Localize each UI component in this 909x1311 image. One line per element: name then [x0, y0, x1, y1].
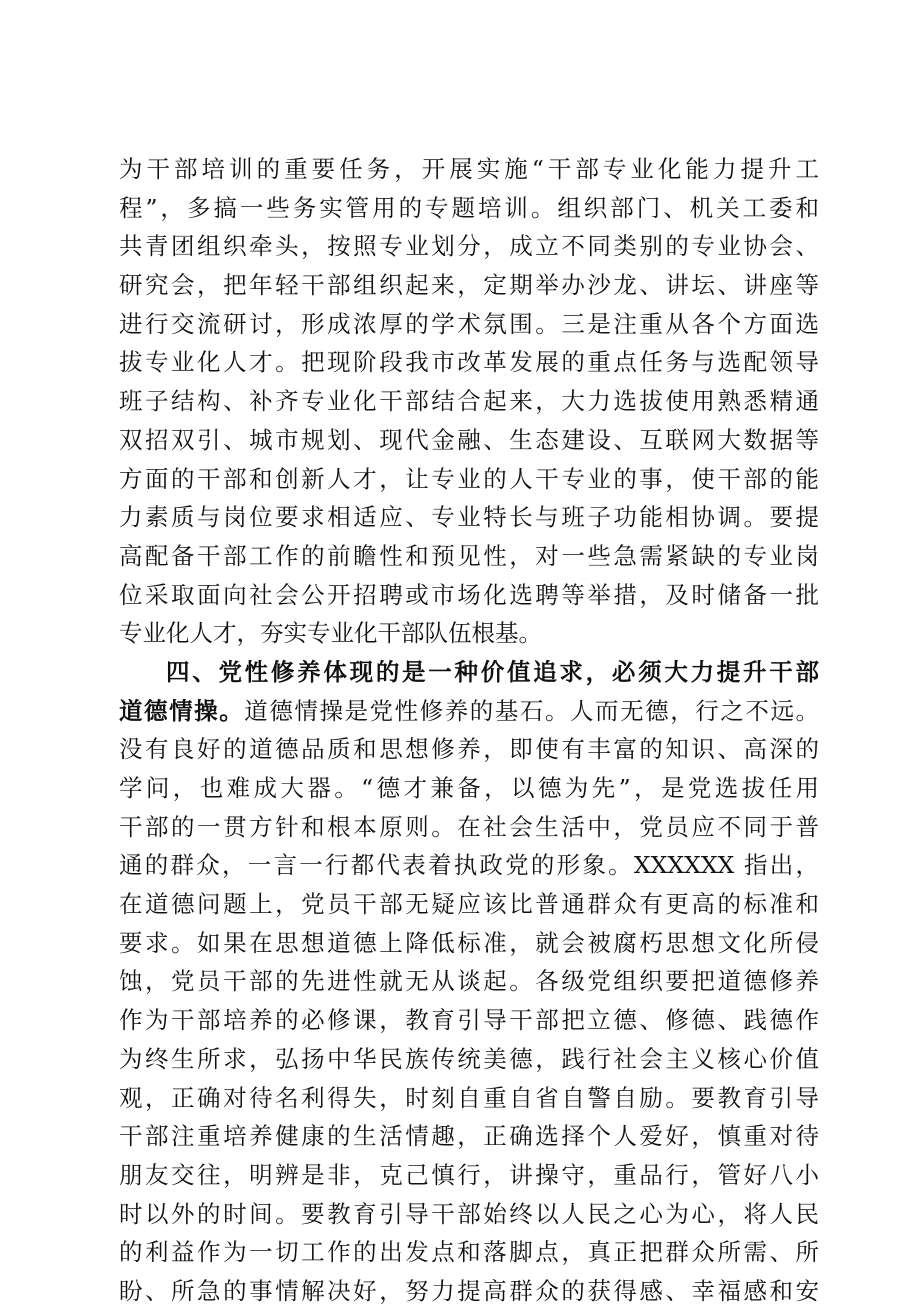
paragraph-line: 力素质与岗位要求相适应、专业特长与班子功能相协调。要提 — [119, 503, 819, 532]
paragraph-line: 进行交流研讨，形成浓厚的学术氛围。三是注重从各个方面选 — [119, 309, 819, 338]
paragraph-line: 专业化人才，夯实专业化干部队伍根基。 — [119, 619, 542, 648]
paragraph-line: 通的群众，一言一行都代表着执政党的形象。XXXXXX 指出， — [119, 851, 819, 880]
paragraph-text: 道德情操是党性修养的基石。人而无德，行之不远。 — [244, 696, 820, 725]
section-heading: 四、党性修养体现的是一种价值追求，必须大力提升干部 — [166, 657, 819, 686]
paragraph-line: 干部注重培养健康的生活情趣，正确选择个人爱好，慎重对待 — [119, 1122, 819, 1151]
section-heading-end: 道德情操。 — [119, 696, 245, 725]
paragraph-line: 研究会，把年轻干部组织起来，定期举办沙龙、讲坛、讲座等 — [119, 271, 819, 300]
paragraph-line: 程”，多搞一些务实管用的专题培训。组织部门、机关工委和 — [119, 193, 819, 222]
paragraph-line: 高配备干部工作的前瞻性和预见性，对一些急需紧缺的专业岗 — [119, 541, 819, 570]
paragraph-line: 没有良好的道德品质和思想修养，即使有丰富的知识、高深的 — [119, 735, 819, 764]
paragraph-line: 班子结构、补齐专业化干部结合起来，大力选拔使用熟悉精通 — [119, 387, 819, 416]
paragraph-line: 作为干部培养的必修课，教育引导干部把立德、修德、践德作 — [119, 1006, 819, 1035]
paragraph-line: 时以外的时间。要教育引导干部始终以人民之心为心，将人民 — [119, 1199, 819, 1228]
paragraph-line: 在道德问题上，党员干部无疑应该比普通群众有更高的标准和 — [119, 890, 819, 919]
paragraph-line: 拔专业化人才。把现阶段我市改革发展的重点任务与选配领导 — [119, 348, 819, 377]
paragraph-line: 双招双引、城市规划、现代金融、生态建设、互联网大数据等 — [119, 425, 819, 454]
paragraph-line: 共青团组织牵头，按照专业划分，成立不同类别的专业协会、 — [119, 232, 819, 261]
paragraph-line: 方面的干部和创新人才，让专业的人干专业的事，使干部的能 — [119, 464, 819, 493]
paragraph-line: 观，正确对待名利得失，时刻自重自省自警自励。要教育引导 — [119, 1083, 819, 1112]
paragraph-line: 位采取面向社会公开招聘或市场化选聘等举措，及时储备一批 — [119, 580, 819, 609]
paragraph-line: 的利益作为一切工作的出发点和落脚点，真正把群众所需、所 — [119, 1238, 819, 1267]
paragraph-line: 学问，也难成大器。“德才兼备，以德为先”，是党选拔任用 — [119, 774, 819, 802]
paragraph-line: 盼、所急的事情解决好，努力提高群众的获得感、幸福感和安 — [119, 1276, 819, 1305]
paragraph-line: 朋友交往，明辨是非，克己慎行，讲操守，重品行，管好八小 — [119, 1160, 819, 1189]
paragraph-line: 为终生所求，弘扬中华民族传统美德，践行社会主义核心价值 — [119, 1044, 819, 1073]
paragraph-line: 为干部培训的重要任务，开展实施“干部专业化能力提升工 — [119, 155, 819, 183]
paragraph-line: 干部的一贯方针和根本原则。在社会生活中，党员应不同于普 — [119, 812, 819, 841]
paragraph-line: 蚀，党员干部的先进性就无从谈起。各级党组织要把道德修养 — [119, 967, 819, 996]
document-body — [119, 150, 819, 1311]
paragraph-line: 要求。如果在思想道德上降低标准，就会被腐朽思想文化所侵 — [119, 928, 819, 957]
paragraph-line — [119, 692, 819, 731]
